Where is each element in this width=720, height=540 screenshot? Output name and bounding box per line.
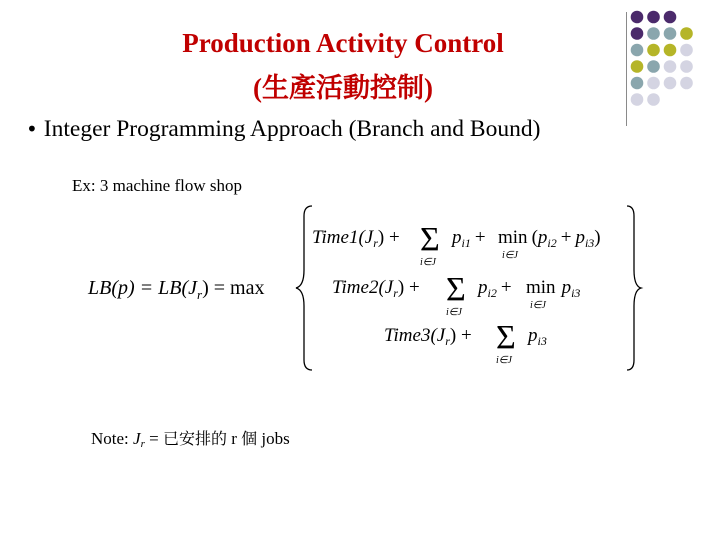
note-text: Note: $J_r$ = 已安排的 r 個 jobs: [91, 429, 290, 450]
svg-text:Σ: Σ: [496, 319, 516, 356]
svg-text:min(pi2+pi3): $\min (p_{i2} + p_{i3})$: [498, 227, 601, 250]
bullet-text: Integer Programming Approach (Branch and Bound): [43, 116, 541, 142]
left-brace: [296, 206, 312, 370]
formula-row-time1: [312, 221, 601, 268]
svg-text:Time3(Jr) +: $Time3(J_r)$ +: [384, 325, 472, 348]
svg-text:i∈J: i∈J: [530, 300, 546, 311]
right-brace: [627, 206, 641, 370]
formula-row-time3: [384, 319, 547, 366]
svg-text:i∈J: i∈J: [446, 307, 462, 318]
svg-text:pi1+: $p_{i1}$ +: [452, 227, 486, 250]
svg-text:i∈J: i∈J: [420, 257, 436, 268]
slide-title: Production Activity Control: [182, 28, 504, 58]
svg-text:i∈J: i∈J: [496, 355, 512, 366]
subtitle-close-paren: ): [424, 73, 433, 103]
svg-text:pi3: $p_{i3}$: [528, 325, 547, 348]
svg-text:Σ: Σ: [446, 271, 466, 308]
svg-text:minpi3: $\min p_{i3}$: [526, 277, 581, 300]
subtitle-chinese: 生產活動控制: [262, 73, 424, 104]
subtitle-open-paren: (: [253, 73, 262, 103]
svg-text:Time1(Jr) +: $Time1(J_r)$ +: [312, 227, 400, 250]
formula-lhs: $LB(p) = LB(J_r) = \max$: [88, 277, 265, 302]
svg-text:Time2(Jr) +: $Time2(J_r)$ +: [332, 277, 420, 300]
svg-text:i∈J: i∈J: [502, 250, 518, 261]
sum-symbol: Σ: [420, 221, 440, 258]
svg-text:pi2+: $p_{i2}$ +: [478, 277, 512, 300]
bullet-icon: •: [26, 117, 38, 141]
formula-row-time2: [332, 271, 580, 318]
example-label: Ex: 3 machine flow shop: [72, 176, 242, 195]
